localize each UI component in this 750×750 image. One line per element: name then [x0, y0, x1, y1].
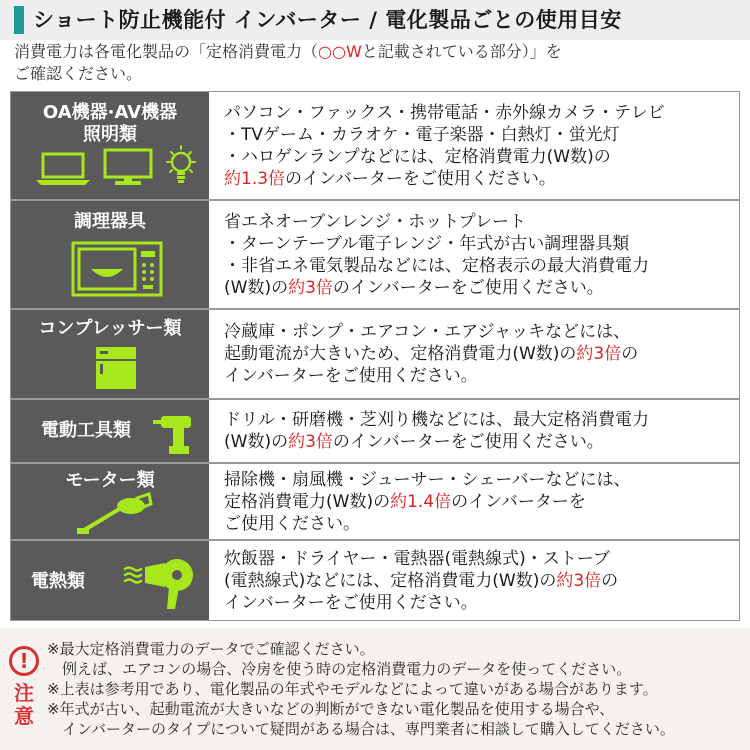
- notice-line: ※年式が古い、起動電流が大きいなどの判断ができない電化製品を使用する場合や、: [47, 700, 615, 718]
- notice-label-char: 意: [14, 704, 34, 728]
- category-cell: [11, 310, 209, 398]
- desc-line: インバーターをご使用ください。: [224, 366, 478, 386]
- monitor-icon: [103, 148, 153, 186]
- multiplier-highlight: 約1.3倍: [224, 168, 286, 189]
- desc-line: [224, 343, 736, 365]
- desc-post: のインバーターをご使用ください。: [285, 168, 556, 189]
- desc-line: ご使用ください。: [224, 513, 360, 534]
- vacuum-icon: [75, 492, 155, 536]
- intro-part1: 消費電力は各電化製品の「定格消費電力（: [14, 42, 319, 61]
- intro-highlight: ○○W: [318, 42, 362, 61]
- category-cell: [11, 400, 209, 462]
- table-row-oa-av: [11, 92, 739, 199]
- intro-part2: と記載されている部分）」を: [361, 42, 562, 61]
- table-row-compressor: [11, 310, 739, 398]
- table-row-motor: [11, 464, 739, 539]
- desc-pre: 定格消費電力(W数)の: [224, 491, 391, 512]
- hairdryer-icon: [123, 553, 199, 611]
- row-description: [224, 541, 736, 620]
- row-description: [224, 92, 736, 199]
- notice-label: [12, 682, 36, 728]
- multiplier-highlight: 約3倍: [576, 344, 622, 364]
- notice-text: [47, 639, 747, 739]
- category-cell: [11, 92, 209, 199]
- desc-line: ・TVゲーム・カラオケ・電子楽器・白熱灯・蛍光灯: [224, 124, 620, 145]
- table-row-power-tools: [11, 400, 739, 462]
- desc-post: の: [601, 570, 619, 591]
- desc-line-last: [224, 168, 736, 190]
- page-header: [0, 0, 750, 40]
- notice-line: 例えば、エアコンの場合、冷房を使う時の定格消費電力のデータを使ってください。: [47, 660, 632, 678]
- laptop-icon: [33, 150, 93, 186]
- desc-post: の: [621, 344, 639, 364]
- desc-line: [224, 491, 736, 513]
- category-label: 電熱類: [31, 571, 85, 592]
- category-label: 電動工具類: [41, 420, 131, 441]
- desc-pre: 起動電流が大きいため、定格消費電力(W数)の: [224, 344, 577, 364]
- desc-post: のインバーターをご使用ください。: [332, 277, 604, 298]
- category-cell: [11, 201, 209, 308]
- table-row-heating: [11, 541, 739, 620]
- desc-line: ・ハロゲンランプなどには、定格消費電力(W数)の: [224, 146, 611, 167]
- desc-line: インバーターをご使用ください。: [224, 592, 478, 613]
- desc-post: のインバーターをご使用ください。: [332, 432, 604, 452]
- page-title: ショート防止機能付 インバーター / 電化製品ごとの使用目安: [33, 8, 622, 32]
- notice-line: ※上表は参考用であり、電化製品の年式やモデルなどによって違いがある場合があります。: [47, 680, 658, 698]
- header-accent-bar: [14, 6, 24, 34]
- multiplier-highlight: 約3倍: [288, 432, 333, 452]
- lightbulb-icon: [163, 144, 199, 188]
- category-cell: [11, 541, 209, 620]
- desc-line: [224, 570, 736, 592]
- category-label: コンプレッサー類: [38, 318, 182, 339]
- notice-line: インバーターのタイプについて疑問がある場合は、専門業者に相談して購入してください。: [47, 720, 675, 738]
- category-label-line1: OA機器·AV機器: [42, 102, 178, 123]
- category-label-line2: 照明類: [83, 124, 137, 145]
- desc-line: ドリル・研磨機・芝刈り機などには、最大定格消費電力: [224, 410, 649, 430]
- multiplier-highlight: 約1.4倍: [390, 491, 452, 512]
- desc-line: 冷蔵庫・ポンプ・エアコン・エアジャッキなどには、: [224, 322, 631, 342]
- row-description: [224, 464, 736, 539]
- category-cell: [11, 464, 209, 539]
- multiplier-highlight: 約3倍: [556, 570, 602, 591]
- desc-line: パソコン・ファックス・携帯電話・赤外線カメラ・テレビ: [224, 102, 665, 123]
- usage-table: [10, 91, 740, 621]
- refrigerator-icon: [95, 346, 137, 390]
- row-description: [224, 400, 736, 462]
- intro-text: [14, 41, 738, 85]
- drill-icon: [151, 406, 203, 456]
- microwave-icon: [71, 241, 163, 299]
- table-row-cooking: [11, 201, 739, 308]
- desc-line: 炊飯器・ドライヤー・電熱器(電熱線式)・ストーブ: [224, 548, 610, 569]
- category-label: モーター類: [65, 470, 155, 491]
- desc-pre: (電熱線式)などには、定格消費電力(W数)の: [224, 570, 557, 591]
- notice-label-char: 注: [14, 681, 34, 705]
- category-label: 調理器具: [74, 211, 146, 232]
- desc-line: ・ターンテーブル電子レンジ・年式が古い調理器具類: [224, 233, 630, 254]
- desc-line: [224, 431, 736, 453]
- desc-pre: (W数)の: [224, 277, 289, 298]
- desc-line-last: [224, 277, 736, 299]
- desc-post: のインバーターを: [451, 491, 586, 512]
- row-description: [224, 310, 736, 398]
- row-description: [224, 201, 736, 308]
- desc-pre: (W数)の: [224, 432, 289, 452]
- notice-line: ※最大定格消費電力のデータでご確認ください。: [47, 640, 375, 658]
- multiplier-highlight: 約3倍: [288, 277, 333, 298]
- desc-line: ・非省エネ電気製品などには、定格表示の最大消費電力: [224, 255, 649, 276]
- desc-line: 省エネオーブンレンジ・ホットプレート: [224, 211, 527, 232]
- intro-line2: ご確認ください。: [14, 64, 143, 83]
- desc-line: 掃除機・扇風機・ジューサー・シェーバーなどには、: [224, 469, 631, 490]
- warning-icon: !: [9, 646, 39, 676]
